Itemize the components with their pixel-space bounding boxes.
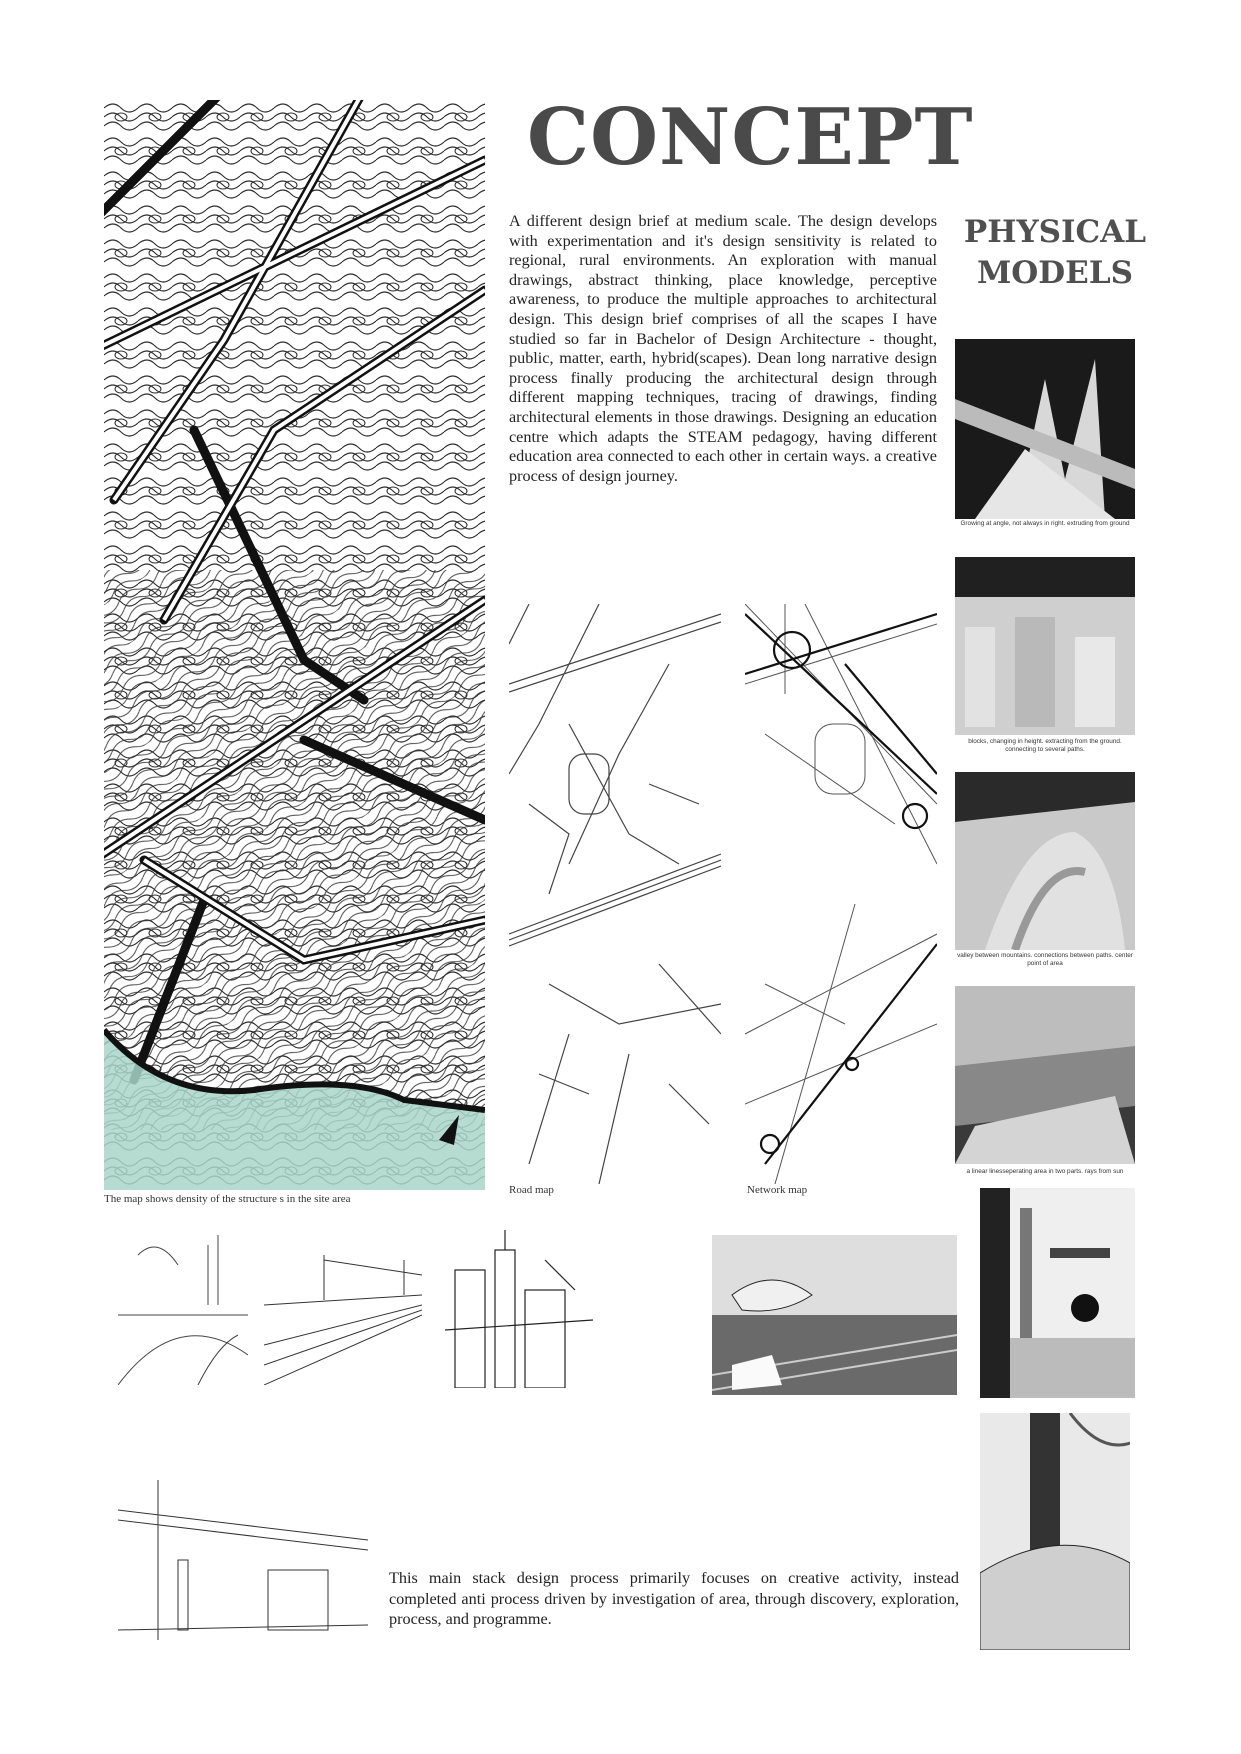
sketch-power-lines-drawing <box>118 1470 368 1640</box>
intro-paragraph: A different design brief at medium scale. The design develops with experimentation and it's design sensitivity is related to regional, rural environments. An exploration with manual drawings, abstract thinking, place knowledge, perceptive awareness, to produce the multiple approaches to architectural design. This design brief comprises of all the scapes I have studied so far in Bachelor of Design Architecture - thought, public, matter, earth, hybrid(scapes). Dean long narrative design process finally producing the architectural design through different mapping techniques, tracing of drawings, finding architectural elements in those drawings. Designing an education centre which adapts the STEAM pedagogy, having different education area connected to each other in certain ways. a creative process of design journey. <box>509 212 937 485</box>
sketch-industrial-drawing <box>445 1230 593 1388</box>
network-map <box>745 604 937 1184</box>
physical-models-heading <box>950 212 1160 294</box>
model-photo-4-drawing <box>955 986 1135 1164</box>
sketch-industrial <box>445 1230 593 1388</box>
network-map-caption: Network map <box>747 1184 808 1196</box>
model-photo-3-drawing <box>955 772 1135 950</box>
network-map-drawing <box>745 604 937 1184</box>
model-caption-2: blocks, changing in height. extracting from the ground. connecting to several paths. <box>968 738 1122 753</box>
physical-models-line1: PHYSICAL <box>963 214 1147 250</box>
model-photo-3 <box>955 772 1135 950</box>
density-map-caption: The map shows density of the structure s in the site area <box>104 1193 351 1205</box>
model-caption-1: Growing at angle, not always in right. extruding from ground <box>960 520 1130 527</box>
model-caption-4: a linear linesseperating area in two parts. rays from sun <box>966 1168 1124 1175</box>
page-title: CONCEPT <box>527 92 974 183</box>
model-photo-1 <box>955 339 1135 519</box>
density-map-drawing <box>104 100 485 1190</box>
collage-seagull <box>712 1235 957 1395</box>
model-caption-3: valley between mountains. connections between paths. center point of area <box>957 952 1133 967</box>
closing-paragraph: This main stack design process primarily focuses on creative activity, instead completed anti process driven by investigation of area, through discovery, exploration, process, and programme. <box>389 1569 959 1628</box>
physical-models-line2: MODELS <box>976 255 1133 291</box>
road-map-caption: Road map <box>509 1184 554 1196</box>
sketch-bridge-drawing <box>118 1235 248 1385</box>
model-photo-2-drawing <box>955 557 1135 735</box>
sketch-bridge <box>118 1235 248 1385</box>
collage-site-map-drawing <box>980 1413 1130 1650</box>
collage-structure-drawing <box>980 1188 1135 1398</box>
model-photo-2 <box>955 557 1135 735</box>
collage-site-map <box>980 1413 1130 1650</box>
collage-seagull-drawing <box>712 1235 957 1395</box>
collage-structure <box>980 1188 1135 1398</box>
sketch-railway-drawing <box>264 1255 422 1385</box>
sketch-railway <box>264 1255 422 1385</box>
model-photo-1-drawing <box>955 339 1135 519</box>
road-map <box>509 604 721 1184</box>
sketch-power-lines <box>118 1470 368 1640</box>
model-photo-4 <box>955 986 1135 1164</box>
road-map-drawing <box>509 604 721 1184</box>
density-map <box>104 100 485 1190</box>
